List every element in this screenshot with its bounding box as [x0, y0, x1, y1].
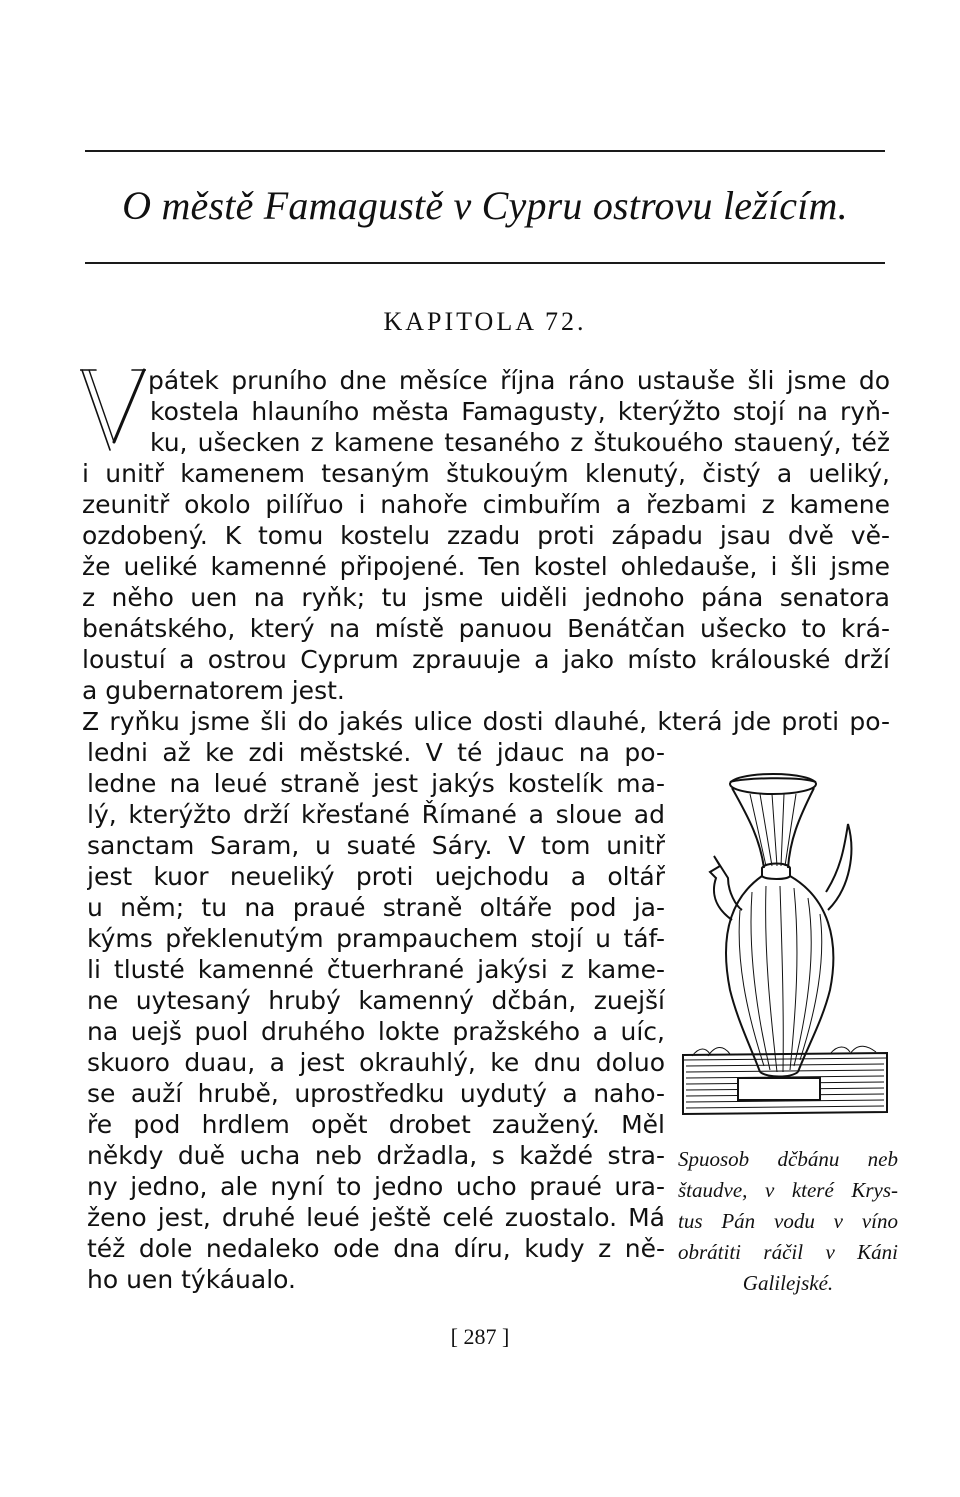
text-line: ře pod hrdlem opět drobet zaužený. Měl	[87, 1110, 665, 1139]
text-line: ny jedno, ale nyní to jedno ucho praué ura-	[87, 1172, 665, 1201]
text-line: ledne na leué straně jest jakýs kostelík ma-	[87, 769, 665, 798]
text-line: někdy duě ucha neb držadla, s každé stra-	[87, 1141, 665, 1170]
text-line: lý, kterýžto drží křesťané Římané a sloue ad	[87, 800, 665, 829]
text-line: zeunitř okolo pilířuo i nahoře cimbuřím a řezbami z kamene	[82, 490, 890, 519]
text-line: ozdobený. K tomu kostelu zzadu proti západu jsau dvě vě-	[82, 521, 890, 550]
caption-line: tus Pán vodu v víno	[678, 1209, 898, 1233]
text-line: Z ryňku jsme šli do jakés ulice dosti dlauhé, která jde proti po-	[82, 707, 890, 736]
text-line: ženo jest, druhé leué ještě celé zuostalo. Má	[87, 1203, 665, 1232]
text-line: loustuí a ostrou Cyprum zprauuje a jako místo králouské drží	[82, 645, 890, 674]
caption-line: obrátiti ráčil v Káni	[678, 1240, 898, 1264]
text-line: li tlusté kamenné čtuerhrané jakýsi z kame-	[87, 955, 665, 984]
text-line: pátek pruního dne měsíce října ráno ustauše šli jsme do	[148, 366, 890, 395]
text-line: ho uen týkáualo.	[87, 1265, 296, 1294]
text-line: se auží hrubě, uprostředku uydutý a naho-	[87, 1079, 665, 1108]
text-line: též dole nedaleko ode dna díru, kudy z ně-	[87, 1234, 665, 1263]
caption-line: Galilejské.	[742, 1271, 834, 1295]
dropcap-v-icon	[80, 366, 146, 452]
text-line: ku, ušecken z kamene tesaného z štukouého stauený, též	[150, 428, 890, 457]
chapter-number: KAPITOLA 72.	[383, 307, 587, 336]
text-line: i unitř kamenem tesaným štukouým klenutý, čistý a ueliký,	[82, 459, 890, 488]
text-line: že ueliké kamenné připojené. Ten kostel ohledauše, i šli jsme	[82, 552, 890, 581]
text-line: benátského, který na místě panuou Benátčan ušecko to krá-	[82, 614, 890, 643]
text-line: ne uytesaný hrubý kamenný dčbán, zuejší	[87, 986, 665, 1015]
text-line: a gubernatorem jest.	[82, 676, 345, 705]
text-line: kýms překlenutým prampauchem stojí u táf-	[87, 924, 665, 953]
jug-illustration	[680, 760, 890, 1130]
text-line: z něho uen na ryňk; tu jsme uiděli jednoho pána senatora	[82, 583, 890, 612]
caption-line: štaudve, v které Krys-	[678, 1178, 898, 1202]
text-line: sanctam Saram, u suaté Sáry. V tom unitř	[87, 831, 665, 860]
top-rule	[85, 150, 885, 152]
text-line: na uejš puol druhého lokte pražského a uíc,	[87, 1017, 665, 1046]
caption-line: Spuosob dčbánu neb	[678, 1147, 898, 1171]
text-line: skuoro duau, a jest okrauhlý, ke dnu doluo	[87, 1048, 665, 1077]
text-line: jest kuor neueliký proti uejchodu a oltář	[87, 862, 665, 891]
figure-caption	[678, 1144, 898, 1299]
title-rule	[85, 262, 885, 264]
page-number: [ 287 ]	[450, 1324, 510, 1349]
text-line: kostela hlauního města Famagusty, kterýžto stojí na ryň-	[150, 397, 890, 426]
chapter-title: O městě Famagustě v Cypru ostrovu ležícím.	[122, 183, 848, 228]
text-line: u něm; tu na praué straně oltáře pod ja-	[87, 893, 665, 922]
text-line: ledni až ke zdi městské. V té jdauc na po-	[87, 738, 665, 767]
